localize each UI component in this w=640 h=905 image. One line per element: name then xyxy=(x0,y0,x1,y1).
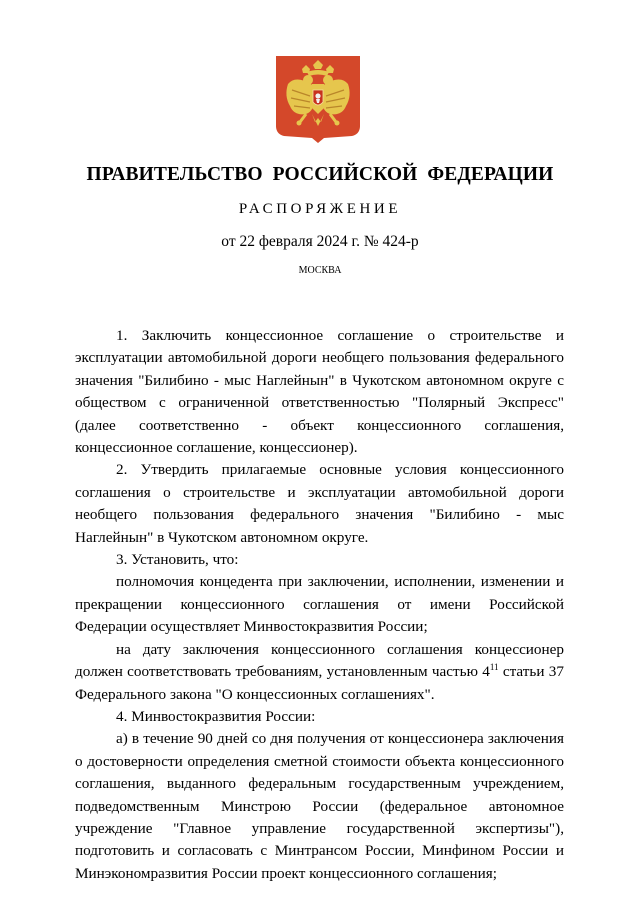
document-type: РАСПОРЯЖЕНИЕ xyxy=(238,201,402,217)
document-date-number: от 22 февраля 2024 г. № 424-р xyxy=(221,233,419,250)
paragraph-1: 1. Заключить концессионное соглашение о строительстве и эксплуатации автомобильной дороги необщего пользования федерального значения "Билибино - мыс Наглейнын" в Чукотском автономном округе с обществом с ограниченной ответственностью "Полярный Экспресс" (далее соответственно - объект концессионного соглашения, концессионное соглашение, концессионер). xyxy=(75,327,564,457)
superscript: 11 xyxy=(489,662,499,673)
russian-coat-of-arms-icon xyxy=(276,56,360,143)
paragraph-text: на дату заключения концессионного соглашения концессионер должен соответствовать требованиям, установленным частью 4 xyxy=(75,640,564,681)
paragraph-3: 3. Установить, что: xyxy=(116,551,239,569)
coat-of-arms-emblem xyxy=(276,56,360,143)
paragraph-4-item-a: а) в течение 90 дней со дня получения от концессионера заключения о достоверности определения сметной стоимости объекта концессионного соглашения, выданного федеральным государственным учреждением, подведомственным Минстрою России (федеральное автономное учреждение "Главное управление государственной экспертизы"), подготовить и согласовать с Минтрансом России, Минфином России и Минэкономразвития России проект концессионного соглашения; xyxy=(75,730,564,882)
paragraph-3-item-1: полномочия концедента при заключении, исполнении, изменении и прекращении концессионного соглашения от имени Российской Федерации осуществляет Минвостокразвития России; xyxy=(75,573,564,636)
paragraph-text: статьи 37 Федерального закона "О концессионных соглашениях". xyxy=(75,663,564,703)
government-title: ПРАВИТЕЛЬСТВО РОССИЙСКОЙ ФЕДЕРАЦИИ xyxy=(86,164,554,185)
paragraph-3-item-2 xyxy=(75,639,564,706)
document-city: МОСКВА xyxy=(298,265,342,276)
document-body xyxy=(75,325,564,885)
paragraph-4: 4. Минвостокразвития России: xyxy=(116,707,316,725)
paragraph-2: 2. Утвердить прилагаемые основные условия концессионного соглашения о строительстве и эксплуатации автомобильной дороги необщего пользования федерального значения "Билибино - мыс Наглейнын" в Чукотском автономном округе. xyxy=(75,461,564,546)
